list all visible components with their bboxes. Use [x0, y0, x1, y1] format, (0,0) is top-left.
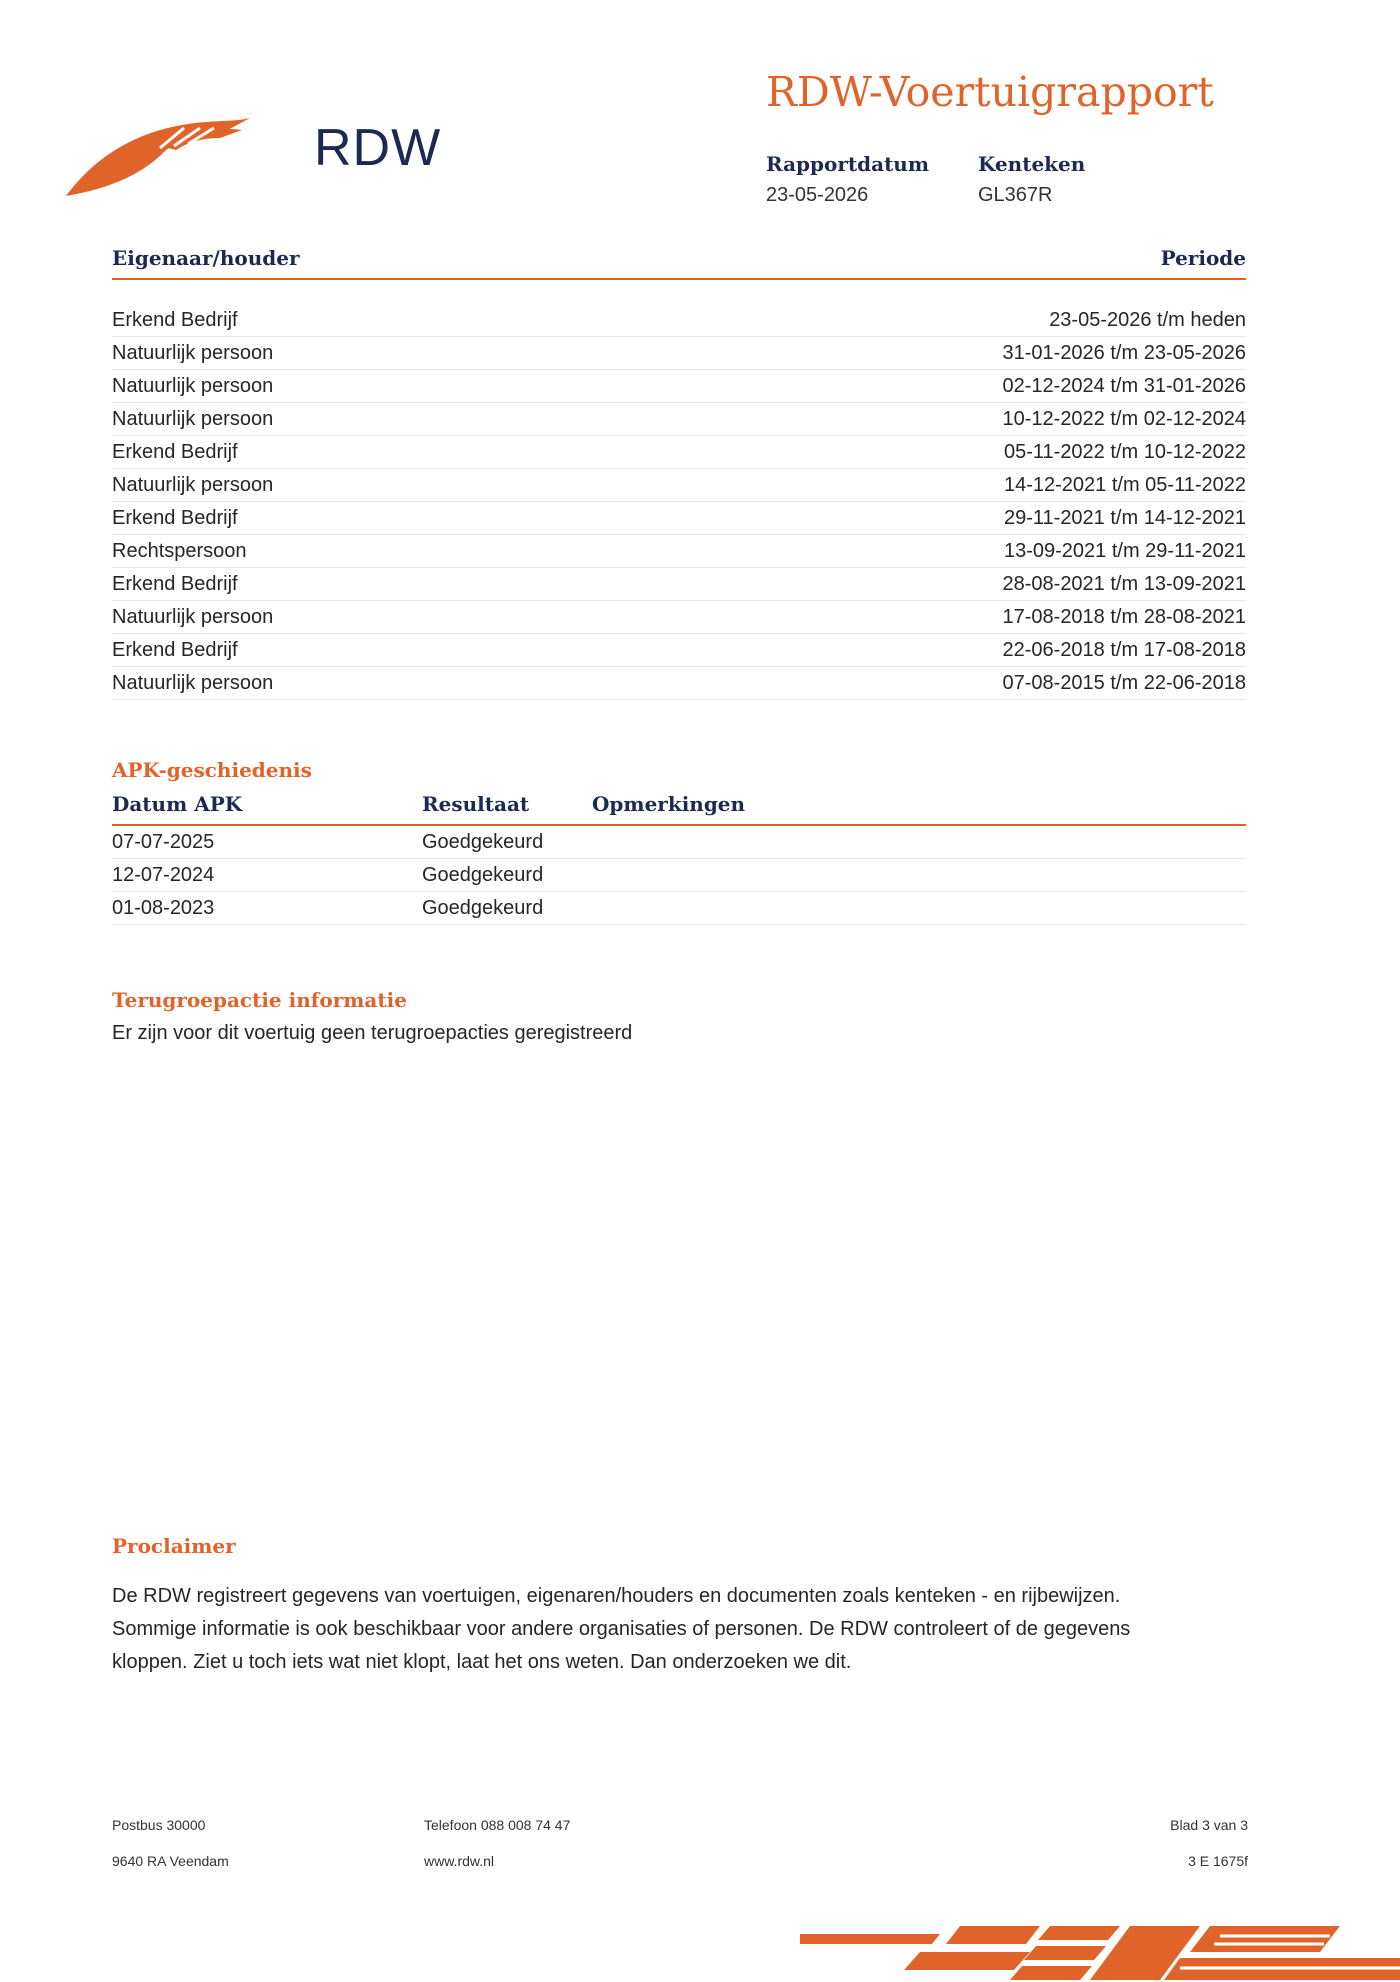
owner-row: [112, 403, 1246, 436]
owner-type: Erkend Bedrijf: [112, 309, 238, 331]
owner-period: 13-09-2021 t/m 29-11-2021: [1003, 540, 1246, 562]
apk-result: Goedgekeurd: [422, 864, 544, 886]
footer-address1: Postbus 30000: [112, 1817, 206, 1833]
apk-date: 12-07-2024: [112, 864, 215, 886]
report-date-block: [766, 152, 929, 207]
owner-period: 17-08-2018 t/m 28-08-2021: [1002, 606, 1246, 628]
owner-row: [112, 304, 1246, 337]
apk-row: [112, 826, 1246, 859]
proclaimer-line: De RDW registreert gegevens van voertuigen, eigenaren/houders en documenten zoals kenteken - en rijbewijzen.: [112, 1585, 1121, 1607]
owner-row: [112, 502, 1246, 535]
plate-number: GL367R: [978, 184, 1053, 206]
apk-rows: [112, 826, 1246, 925]
owners-table-header: [112, 246, 1246, 280]
owner-period: 28-08-2021 t/m 13-09-2021: [1002, 573, 1246, 595]
plate-block: [978, 152, 1085, 207]
owner-type: Natuurlijk persoon: [112, 375, 274, 397]
rdw-logo: [64, 58, 442, 188]
owner-row: [112, 535, 1246, 568]
apk-date: 01-08-2023: [112, 897, 215, 919]
owner-row: [112, 370, 1246, 403]
proclaimer-line: Sommige informatie is ook beschikbaar voor andere organisaties of personen. De RDW controleert of de gegevens: [112, 1618, 1131, 1640]
owner-type: Erkend Bedrijf: [112, 639, 238, 661]
footer-phone: Telefoon 088 008 74 47: [424, 1817, 571, 1833]
rdw-wing-icon: [64, 88, 264, 200]
footer-code: 3 E 1675f: [1188, 1853, 1248, 1869]
owner-row: [112, 568, 1246, 601]
owner-row: [112, 601, 1246, 634]
owner-period: 10-12-2022 t/m 02-12-2024: [1002, 408, 1246, 430]
owner-row: [112, 436, 1246, 469]
col-period: Periode: [1160, 246, 1246, 270]
owner-type: Rechtspersoon: [112, 540, 247, 562]
col-owner: Eigenaar/houder: [112, 246, 300, 270]
apk-table: [112, 792, 1246, 925]
proclaimer-line: kloppen. Ziet u toch iets wat niet klopt, laat het ons weten. Dan onderzoeken we dit.: [112, 1651, 852, 1673]
owners-rows: [112, 304, 1246, 700]
owner-period: 14-12-2021 t/m 05-11-2022: [1003, 474, 1246, 496]
apk-title: APK-geschiedenis: [112, 758, 312, 782]
owner-type: Erkend Bedrijf: [112, 507, 238, 529]
footer-website[interactable]: www.rdw.nl: [424, 1853, 495, 1869]
proclaimer-title: Proclaimer: [112, 1534, 236, 1558]
owner-type: Natuurlijk persoon: [112, 672, 274, 694]
recall-title: Terugroepactie informatie: [112, 988, 407, 1012]
plate-label: Kenteken: [978, 152, 1086, 176]
owner-period: 22-06-2018 t/m 17-08-2018: [1002, 639, 1246, 661]
owner-row: [112, 337, 1246, 370]
col-apk-result: Resultaat: [422, 792, 530, 816]
proclaimer-text: [112, 1580, 1262, 1679]
apk-row: [112, 859, 1246, 892]
owner-period: 31-01-2026 t/m 23-05-2026: [1002, 342, 1246, 364]
footer-page: Blad 3 van 3: [1170, 1817, 1248, 1833]
report-date: 23-05-2026: [766, 184, 869, 206]
col-apk-date: Datum APK: [112, 792, 243, 816]
apk-table-header: [112, 792, 1246, 826]
owner-period: 05-11-2022 t/m 10-12-2022: [1003, 441, 1246, 463]
owner-period: 29-11-2021 t/m 14-12-2021: [1003, 507, 1246, 529]
owner-row: [112, 634, 1246, 667]
logo-text: RDW: [314, 119, 442, 177]
owner-type: Erkend Bedrijf: [112, 573, 238, 595]
owner-type: Natuurlijk persoon: [112, 408, 274, 430]
report-date-label: Rapportdatum: [766, 152, 930, 176]
apk-date: 07-07-2025: [112, 831, 215, 853]
orange-stripes-icon: [800, 1922, 1400, 1982]
footer-address2: 9640 RA Veendam: [112, 1853, 229, 1869]
owners-table: [112, 246, 1246, 700]
owner-type: Erkend Bedrijf: [112, 441, 238, 463]
recall-text: Er zijn voor dit voertuig geen terugroepacties geregistreerd: [112, 1022, 633, 1044]
apk-result: Goedgekeurd: [422, 831, 544, 853]
owner-type: Natuurlijk persoon: [112, 474, 274, 496]
owner-type: Natuurlijk persoon: [112, 342, 274, 364]
report-title: RDW-Voertuigrapport: [766, 68, 1214, 116]
owner-period: 02-12-2024 t/m 31-01-2026: [1002, 375, 1246, 397]
col-apk-remarks: Opmerkingen: [592, 792, 746, 816]
owner-period: 07-08-2015 t/m 22-06-2018: [1002, 672, 1246, 694]
apk-result: Goedgekeurd: [422, 897, 544, 919]
owner-row: [112, 667, 1246, 700]
apk-row: [112, 892, 1246, 925]
owner-type: Natuurlijk persoon: [112, 606, 274, 628]
owner-row: [112, 469, 1246, 502]
owner-period: 23-05-2026 t/m heden: [1049, 309, 1246, 331]
